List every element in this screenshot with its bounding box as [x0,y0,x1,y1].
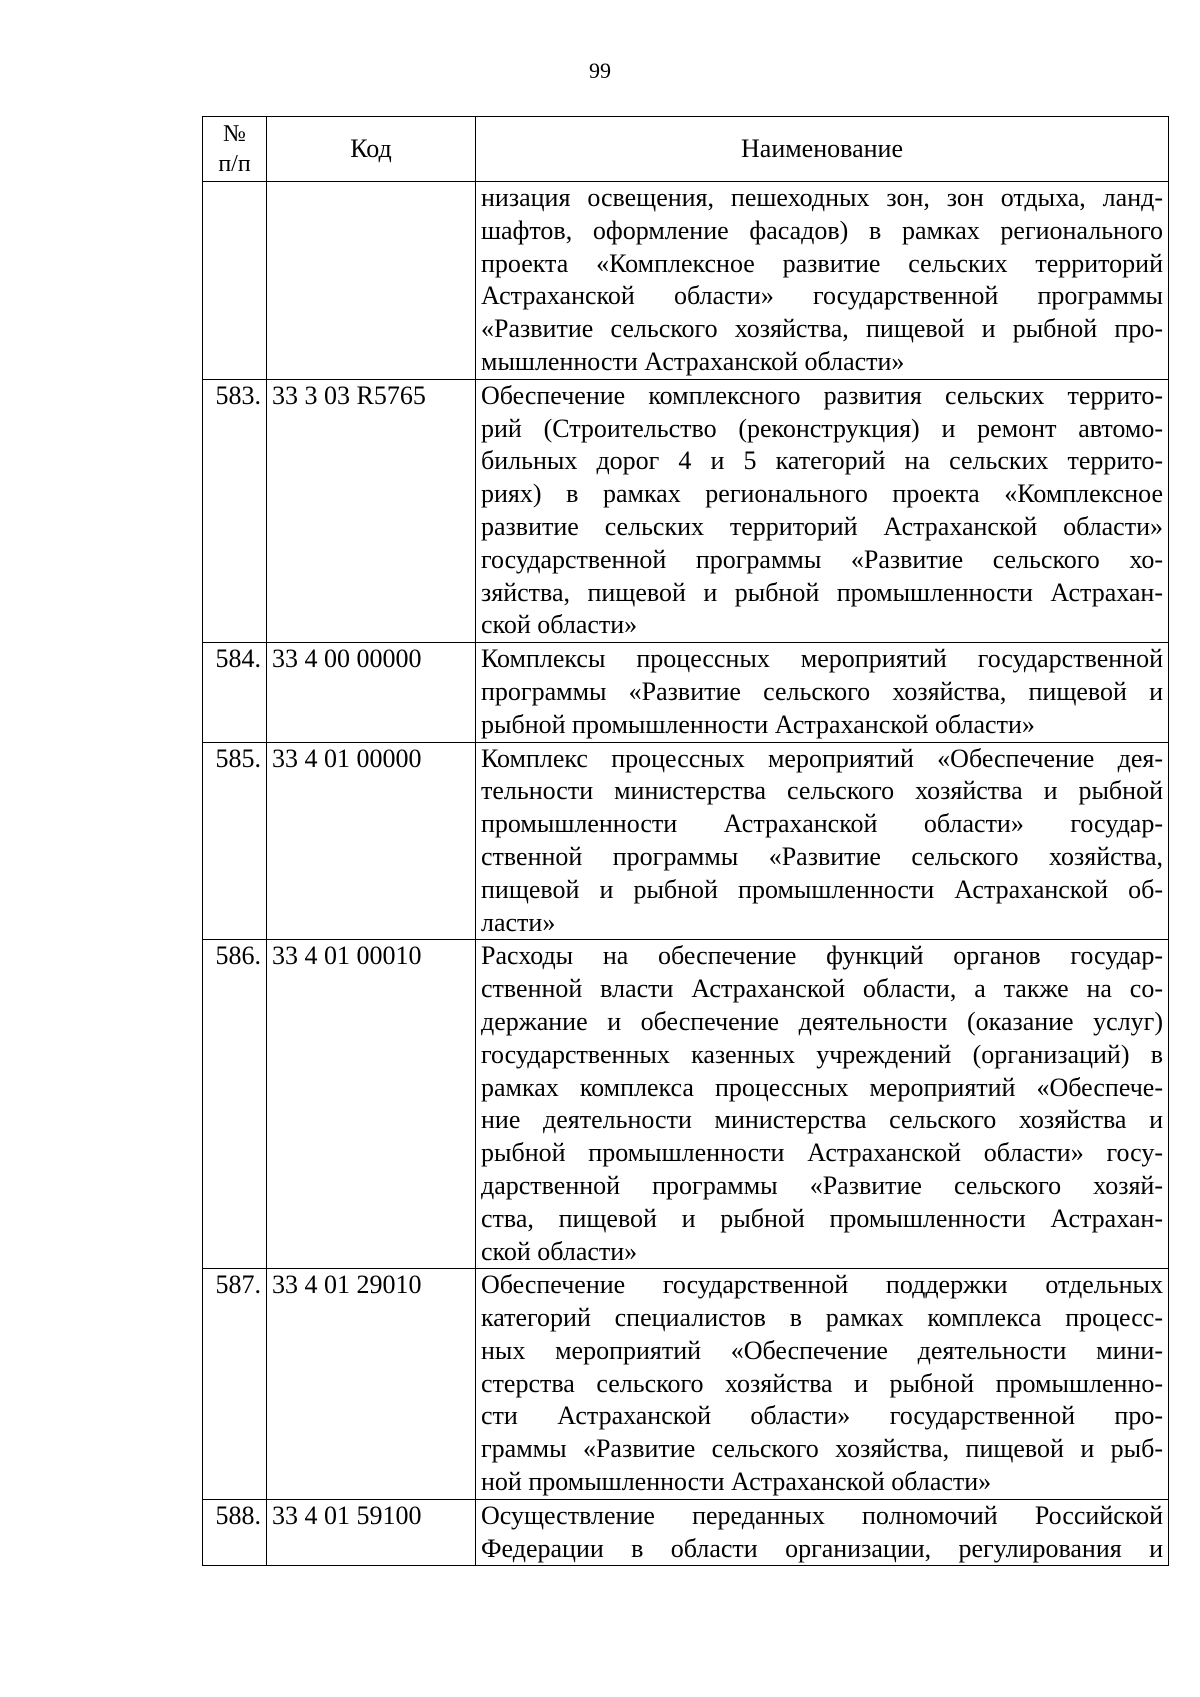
table-row [203,182,1169,380]
name-line: пищевой и рыбной промышленности Астраханской об- [481,874,1163,904]
page-number: 99 [589,58,611,83]
name-line: низация освещения, пешеходных зон, зон отдыха, ланд- [481,183,1163,212]
name-line: ственной программы «Развитие сельского хозяйства, [481,841,1163,871]
name-line: ных мероприятий «Обеспечение деятельности мини- [481,1335,1163,1365]
row-number: 586. [203,940,267,1269]
name-line: Осуществление переданных полномочий Российской [481,1500,1163,1530]
table-row [203,1499,1169,1566]
name-line: ласти» [481,907,556,937]
name-line: Расходы на обеспечение функций органов государ- [481,941,1163,971]
name-line: шафтов, оформление фасадов) в рамках регионального [481,215,1163,245]
name-line: рыбной промышленности Астраханской области» госу- [481,1138,1163,1168]
table-row [203,940,1169,1269]
name-line: Комплекс процессных мероприятий «Обеспечение дея- [481,743,1163,773]
name-line: Астраханской области» государственной программы [481,281,1163,311]
name-line: ской области» [481,610,638,640]
row-number: 587. [203,1269,267,1500]
name-line: рий (Строительство (реконструкция) и ремонт автомо- [481,413,1163,443]
row-code: 33 4 01 59100 [267,1499,476,1566]
row-code: 33 4 01 29010 [267,1269,476,1500]
header-code: Код [267,117,476,182]
name-line: ства, пищевой и рыбной промышленности Астрахан- [481,1203,1163,1233]
name-line: ние деятельности министерства сельского хозяйства и [481,1105,1163,1135]
row-number: 585. [203,742,267,940]
row-name [476,182,1169,380]
name-line: Обеспечение комплексного развития сельских террито- [481,380,1163,410]
row-number: 584. [203,643,267,742]
name-line: бильных дорог 4 и 5 категорий на сельских террито- [481,446,1163,476]
table-body [203,182,1169,1566]
table-header-row [203,117,1169,182]
name-line: категорий специалистов в рамках комплекса процесс- [481,1303,1163,1333]
name-line: Федерации в области организации, регулирования и [481,1533,1163,1563]
header-number-sign: № [223,121,246,147]
row-name [476,742,1169,940]
name-line: мышленности Астраханской области» [481,346,905,376]
row-name [476,940,1169,1269]
name-line: «Развитие сельского хозяйства, пищевой и рыбной про- [481,314,1163,344]
row-name [476,379,1169,642]
row-number: 583. [203,379,267,642]
name-line: ственной власти Астраханской области, а также на со- [481,974,1163,1004]
name-line: граммы «Развитие сельского хозяйства, пищевой и рыб- [481,1434,1163,1464]
name-line: дарственной программы «Развитие сельского хозяй- [481,1170,1163,1200]
row-code: 33 4 01 00010 [267,940,476,1269]
name-line: государственной программы «Развитие сельского хо- [481,544,1163,574]
name-line: риях) в рамках регионального проекта «Комплексное [481,479,1163,509]
table-row [203,742,1169,940]
header-number [203,117,267,182]
header-name: Наименование [476,117,1169,182]
name-line: ной промышленности Астраханской области» [481,1467,992,1497]
name-line: ской области» [481,1236,638,1266]
budget-code-table [202,116,1169,1566]
name-line: Комплексы процессных мероприятий государственной [481,644,1163,674]
table-row [203,1269,1169,1500]
row-number [203,182,267,380]
row-code [267,182,476,380]
table-row [203,643,1169,742]
row-name [476,1499,1169,1566]
row-number: 588. [203,1499,267,1566]
row-name [476,1269,1169,1500]
name-line: развитие сельских территорий Астраханской области» [481,511,1163,541]
name-line: государственных казенных учреждений (организаций) в [481,1039,1163,1069]
name-line: проекта «Комплексное развитие сельских территорий [481,248,1163,278]
name-line: промышленности Астраханской области» государ- [481,809,1163,839]
name-line: рамках комплекса процессных мероприятий «Обеспече- [481,1072,1163,1102]
table-row [203,379,1169,642]
row-code: 33 4 00 00000 [267,643,476,742]
row-code: 33 4 01 00000 [267,742,476,940]
name-line: рыбной промышленности Астраханской области» [481,709,1035,739]
row-name [476,643,1169,742]
name-line: тельности министерства сельского хозяйства и рыбной [481,776,1163,806]
header-number-abbr: п/п [218,151,251,177]
row-code: 33 3 03 R5765 [267,379,476,642]
name-line: Обеспечение государственной поддержки отдельных [481,1270,1163,1300]
name-line: сти Астраханской области» государственной про- [481,1401,1163,1431]
name-line: держание и обеспечение деятельности (оказание услуг) [481,1006,1163,1036]
name-line: программы «Развитие сельского хозяйства, пищевой и [481,676,1163,706]
name-line: зяйства, пищевой и рыбной промышленности Астрахан- [481,577,1163,607]
name-line: стерства сельского хозяйства и рыбной промышленно- [481,1368,1163,1398]
